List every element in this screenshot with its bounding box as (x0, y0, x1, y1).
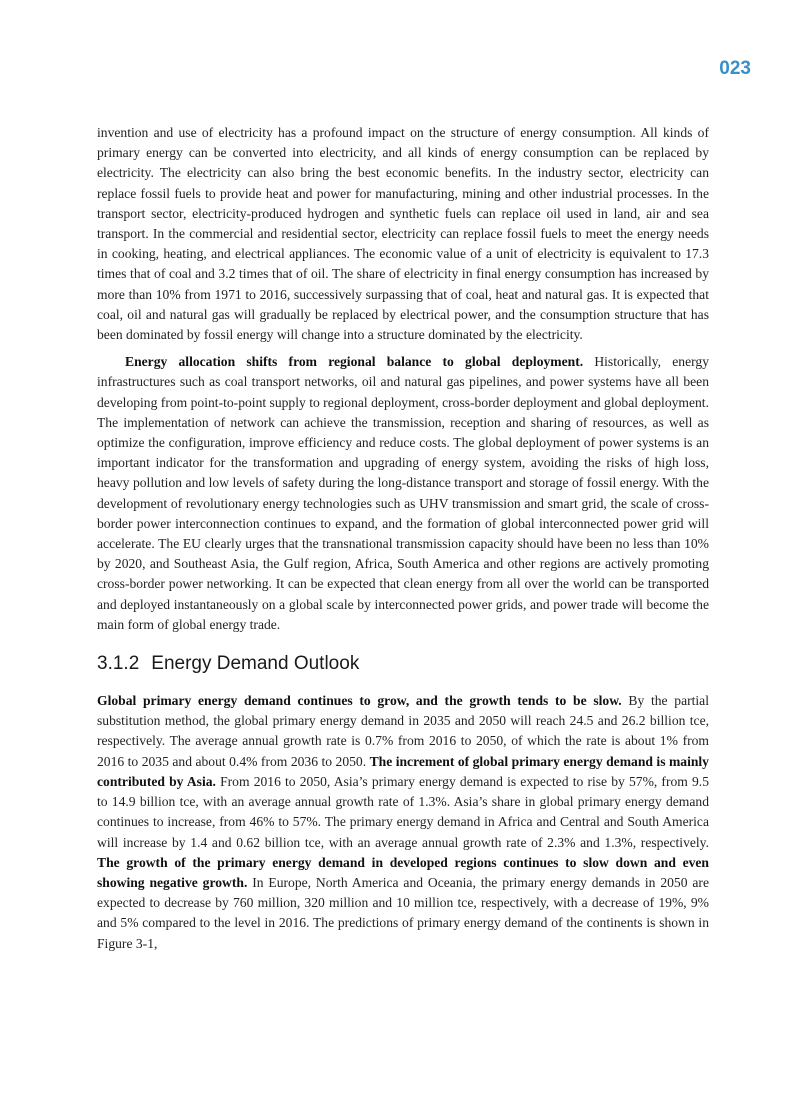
section-title: Energy Demand Outlook (151, 653, 360, 675)
paragraph-electricity-impact: invention and use of electricity has a profound impact on the structure of energy consumption. All kinds of primary energy can be converted into electricity, and all kinds of energy consumption can be replaced by electricity. The electricity can also bring the best economic benefits. In the industry sector, electricity can replace fossil fuels to provide heat and power for manufacturing, mining and other industrial processes. In the transport sector, electricity-produced hydrogen and synthetic fuels can replace oil used in land, air and sea transport. In the commercial and residential sector, electricity can replace fossil fuels to meet the energy needs in cooking, heating, and electrical appliances. The economic value of a unit of electricity is equivalent to 17.3 times that of coal and 3.2 times that of oil. The share of electricity in final energy consumption has increased by more than 10% from 1971 to 2016, successively surpassing that of coal, heat and natural gas. It is expected that coal, oil and natural gas will gradually be replaced by electrical power, and the consumption structure that has been dominated by fossil energy will change into a structure dominated by the electricity. (97, 125, 709, 343)
paragraph-text: Historically, energy infrastructures such as coal transport networks, oil and natural gas pipelines, and power systems have all been developing from point-to-point supply to regional deployment, cross-border deployment and global deployment. The implementation of network can achieve the transmission, reception and sharing of resources, as well as optimize the configuration, improve efficiency and reduce costs. The global deployment of power systems is an important indicator for the transformation and upgrading of energy system, avoiding the risks of high loss, heavy pollution and low levels of safety during the long-distance transport and storage of fossil energy. With the development of revolutionary energy technologies such as UHV transmission and smart grid, the scale of cross-border power interconnection continues to expand, and the formation of global interconnected power grid will accelerate. The EU clearly urges that the transnational transmission capacity should have been no less than 10% by 2020, and Southeast Asia, the Gulf region, Africa, South America and other regions are actively promoting cross-border power networking. It can be expected that clean energy from all over the world can be transported and deployed instantaneously on a global scale by interconnected power grids, and power trade will become the main form of global energy trade. (97, 354, 709, 632)
paragraph-energy-allocation (97, 352, 709, 635)
paragraph-text: From 2016 to 2050, Asia’s primary energy demand is expected to rise by 57%, from 9.5 to 14.9 billion tce, with an average annual growth rate of 1.3%. Asia’s share in global primary energy demand continues to increase, from 46% to 57%. The primary energy demand in Africa and Central and South America will increase by 1.4 and 0.62 billion tce, with an average annual growth rate of 2.3% and 1.3%, respectively. (97, 773, 709, 850)
paragraph-text: In Europe, North America and Oceania, the primary energy demands in 2050 are expected to decrease by 760 million, 320 million and 10 million tce, respectively, with a decrease of 19%, 9% and 5% compared to the level in 2016. The predictions of primary energy demand of the continents is shown in Figure 3-1, (97, 874, 709, 951)
section-number: 3.1.2 (97, 653, 140, 675)
paragraph-lead-bold: The growth of the primary energy demand in developed regions continues to slow down and even showing negative growth. (97, 854, 709, 890)
paragraph-energy-demand (97, 691, 709, 954)
paragraph-lead-bold: The increment of global primary energy demand is mainly contributed by Asia. (97, 753, 709, 789)
section-heading (97, 652, 709, 676)
body-text (97, 123, 709, 954)
paragraph-text: By the partial substitution method, the global primary energy demand in 2035 and 2050 will reach 24.5 and 26.2 billion tce, respectively. The average annual growth rate is 0.7% from 2016 to 2050, of which the rate is about 1% from 2016 to 2035 and about 0.4% from 2036 to 2050. (97, 693, 709, 769)
page-number: 023 (719, 58, 751, 79)
paragraph-lead-bold: Global primary energy demand continues to grow, and the growth tends to be slow. (97, 693, 622, 709)
paragraph-lead-bold: Energy allocation shifts from regional balance to global deployment. (125, 354, 584, 370)
